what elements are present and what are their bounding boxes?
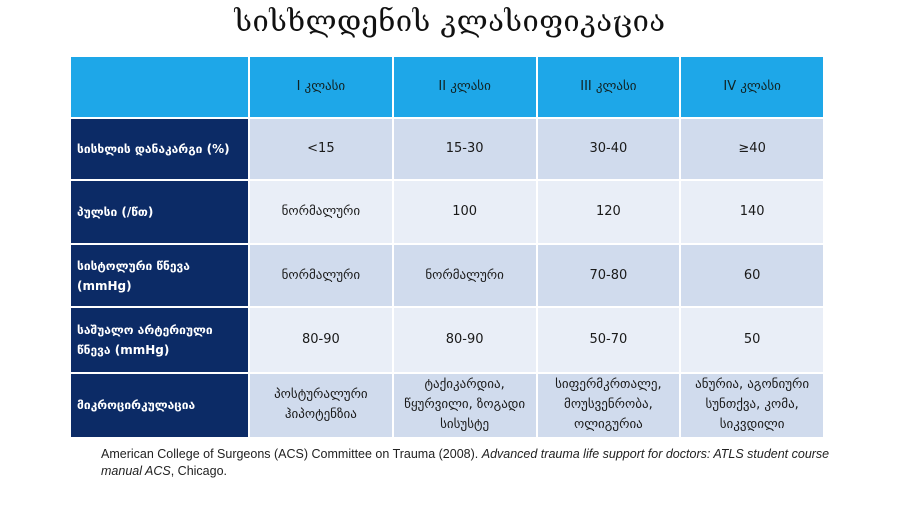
table-row bbox=[71, 308, 825, 373]
table-cell: 30-40 bbox=[538, 119, 682, 180]
row-label: მიკროცირკულაცია bbox=[71, 374, 250, 439]
table-cell: პოსტურალური ჰიპოტენზია bbox=[250, 374, 394, 439]
row-label: სისტოლური წნევა (mmHg) bbox=[71, 245, 250, 308]
table-cell: ანურია, აგონიური სუნთქვა, კომა, სიკვდილი bbox=[681, 374, 825, 439]
hemorrhage-classification-table bbox=[71, 57, 825, 439]
table-cell: 15-30 bbox=[394, 119, 538, 180]
header-cell-class-4: IV კლასი bbox=[681, 57, 825, 119]
table-row bbox=[71, 119, 825, 180]
table-cell: 140 bbox=[681, 181, 825, 245]
header-cell-class-3: III კლასი bbox=[538, 57, 682, 119]
citation-text: American College of Surgeons (ACS) Committee on Trauma (2008). bbox=[101, 447, 482, 461]
table-row bbox=[71, 245, 825, 308]
table-cell: ნორმალური bbox=[250, 181, 394, 245]
table-cell: 50 bbox=[681, 308, 825, 373]
table-cell: 120 bbox=[538, 181, 682, 245]
table-row bbox=[71, 181, 825, 245]
citation bbox=[101, 446, 841, 480]
table-cell: ≥40 bbox=[681, 119, 825, 180]
citation-book-title: Advanced trauma life support for doctors: ATLS student course manual ACS bbox=[101, 447, 830, 478]
slide-title: სისხლდენის კლასიფიკაცია bbox=[234, 4, 666, 38]
row-label: პულსი (/წთ) bbox=[71, 181, 250, 245]
table-cell: ტაქიკარდია, წყურვილი, ზოგადი სისუსტე bbox=[394, 374, 538, 439]
table-cell: 80-90 bbox=[250, 308, 394, 373]
table-row bbox=[71, 374, 825, 439]
header-cell-empty bbox=[71, 57, 250, 119]
table-cell: 100 bbox=[394, 181, 538, 245]
table-cell: 60 bbox=[681, 245, 825, 308]
table-cell: სიფერმკრთალე, მოუსვენრობა, ოლიგურია bbox=[538, 374, 682, 439]
table-cell: ნორმალური bbox=[250, 245, 394, 308]
table-cell: 50-70 bbox=[538, 308, 682, 373]
table-cell: <15 bbox=[250, 119, 394, 180]
row-label: საშუალო არტერიული წნევა (mmHg) bbox=[71, 308, 250, 373]
table-cell: 70-80 bbox=[538, 245, 682, 308]
header-cell-class-2: II კლასი bbox=[394, 57, 538, 119]
row-label: სისხლის დანაკარგი (%) bbox=[71, 119, 250, 180]
table-header-row bbox=[71, 57, 825, 119]
header-cell-class-1: I კლასი bbox=[250, 57, 394, 119]
citation-text-end: , Chicago. bbox=[170, 464, 227, 478]
table-cell: 80-90 bbox=[394, 308, 538, 373]
table-cell: ნორმალური bbox=[394, 245, 538, 308]
